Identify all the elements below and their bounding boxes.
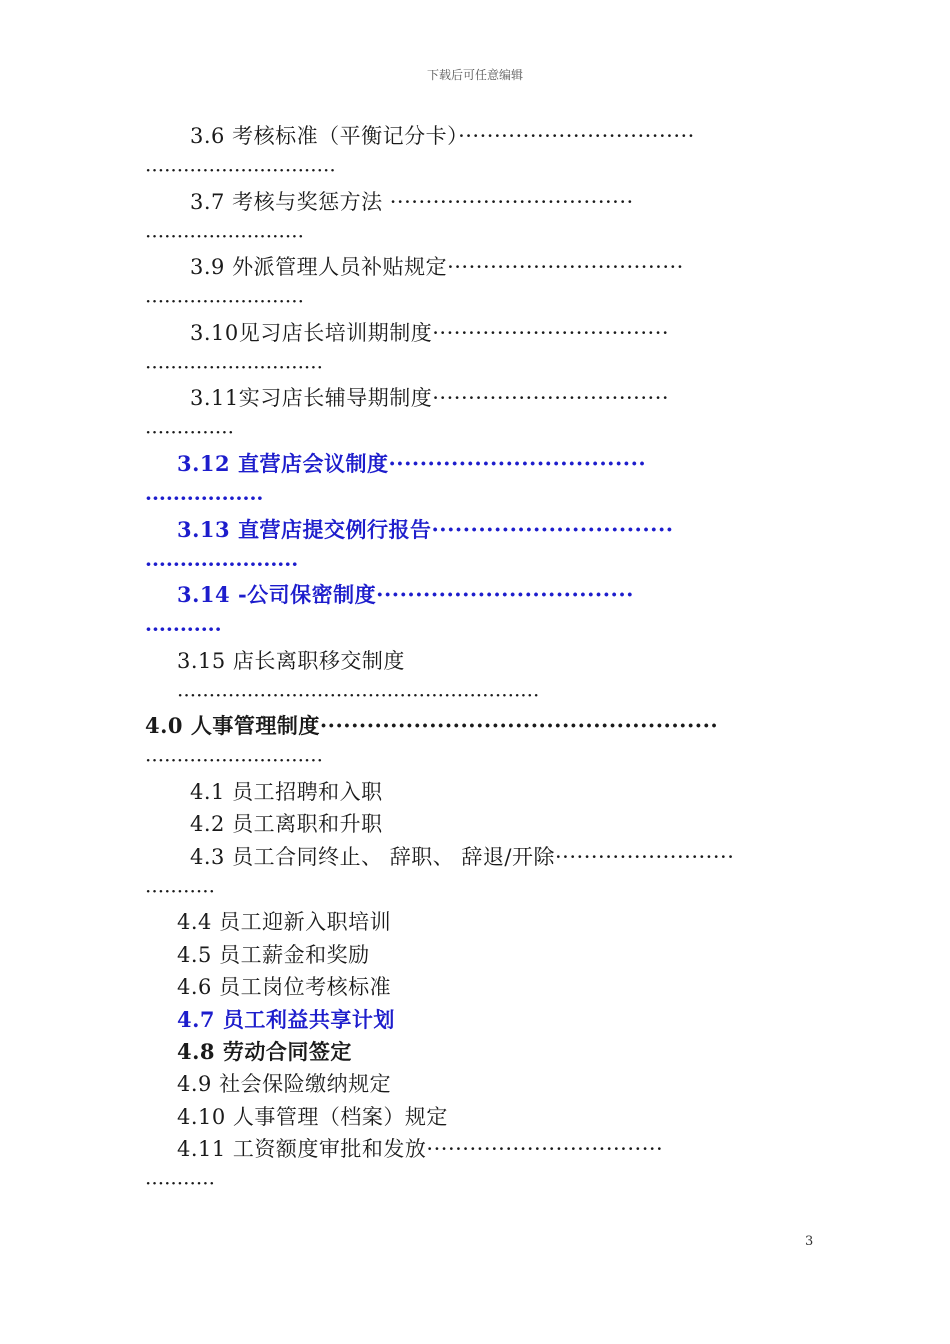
toc-entry-3-13-leader: ······················ [145,552,299,576]
toc-entry-3-12-leader: ················· [145,486,264,510]
toc-entry-4-11-leader: ··········· [145,1171,215,1195]
toc-entry-3-9-leader: ························· [145,289,304,313]
page-header: 下载后可任意编辑 [426,68,523,82]
toc-entry-4-11[interactable]: 4.11 工资额度审批和发放································· [177,1137,664,1161]
toc-entry-3-13[interactable]: 3.13 直营店提交例行报告······························· [177,517,674,542]
toc-entry-3-15-leader: ························································· [177,683,540,707]
toc-entry-3-10[interactable]: 3.10见习店长培训期制度································· [190,321,670,345]
toc-entry-4-6[interactable]: 4.6 员工岗位考核标准 [177,975,392,999]
toc-entry-4-8[interactable]: 4.8 劳动合同签定 [177,1039,352,1064]
page-number: 3 [805,1234,814,1249]
toc-entry-3-14-leader: ··········· [145,617,222,641]
toc-section-4-0[interactable]: 4.0 人事管理制度··················································· [145,713,719,738]
toc-entry-3-6[interactable]: 3.6 考核标准（平衡记分卡）································· [190,124,695,148]
toc-entry-4-4[interactable]: 4.4 员工迎新入职培训 [177,910,392,934]
toc-entry-4-2[interactable]: 4.2 员工离职和升职 [190,812,383,836]
toc-entry-3-7-leader: ························· [145,224,304,248]
toc-entry-3-9[interactable]: 3.9 外派管理人员补贴规定································· [190,255,684,279]
toc-entry-3-14[interactable]: 3.14 -公司保密制度································· [177,582,634,607]
toc-section-4-0-leader: ···························· [145,748,324,772]
toc-entry-4-3-leader: ··········· [145,879,215,903]
toc-entry-4-9[interactable]: 4.9 社会保险缴纳规定 [177,1072,392,1096]
toc-entry-4-7[interactable]: 4.7 员工利益共享计划 [177,1007,395,1032]
toc-entry-4-5[interactable]: 4.5 员工薪金和奖励 [177,943,370,967]
toc-entry-3-11[interactable]: 3.11实习店长辅导期制度································· [190,386,670,410]
toc-entry-3-10-leader: ···························· [145,355,324,379]
toc-entry-4-10[interactable]: 4.10 人事管理（档案）规定 [177,1105,448,1129]
toc-entry-3-15[interactable]: 3.15 店长离职移交制度 [177,649,405,673]
toc-entry-3-12[interactable]: 3.12 直营店会议制度································· [177,451,647,476]
toc-entry-4-3[interactable]: 4.3 员工合同终止、 辞职、 辞退/开除························· [190,845,735,869]
toc-entry-3-11-leader: ·············· [145,420,235,444]
toc-entry-4-1[interactable]: 4.1 员工招聘和入职 [190,780,383,804]
toc-entry-3-6-leader: ······························ [145,158,336,182]
toc-entry-3-7[interactable]: 3.7 考核与奖惩方法 ·································· [190,190,634,214]
